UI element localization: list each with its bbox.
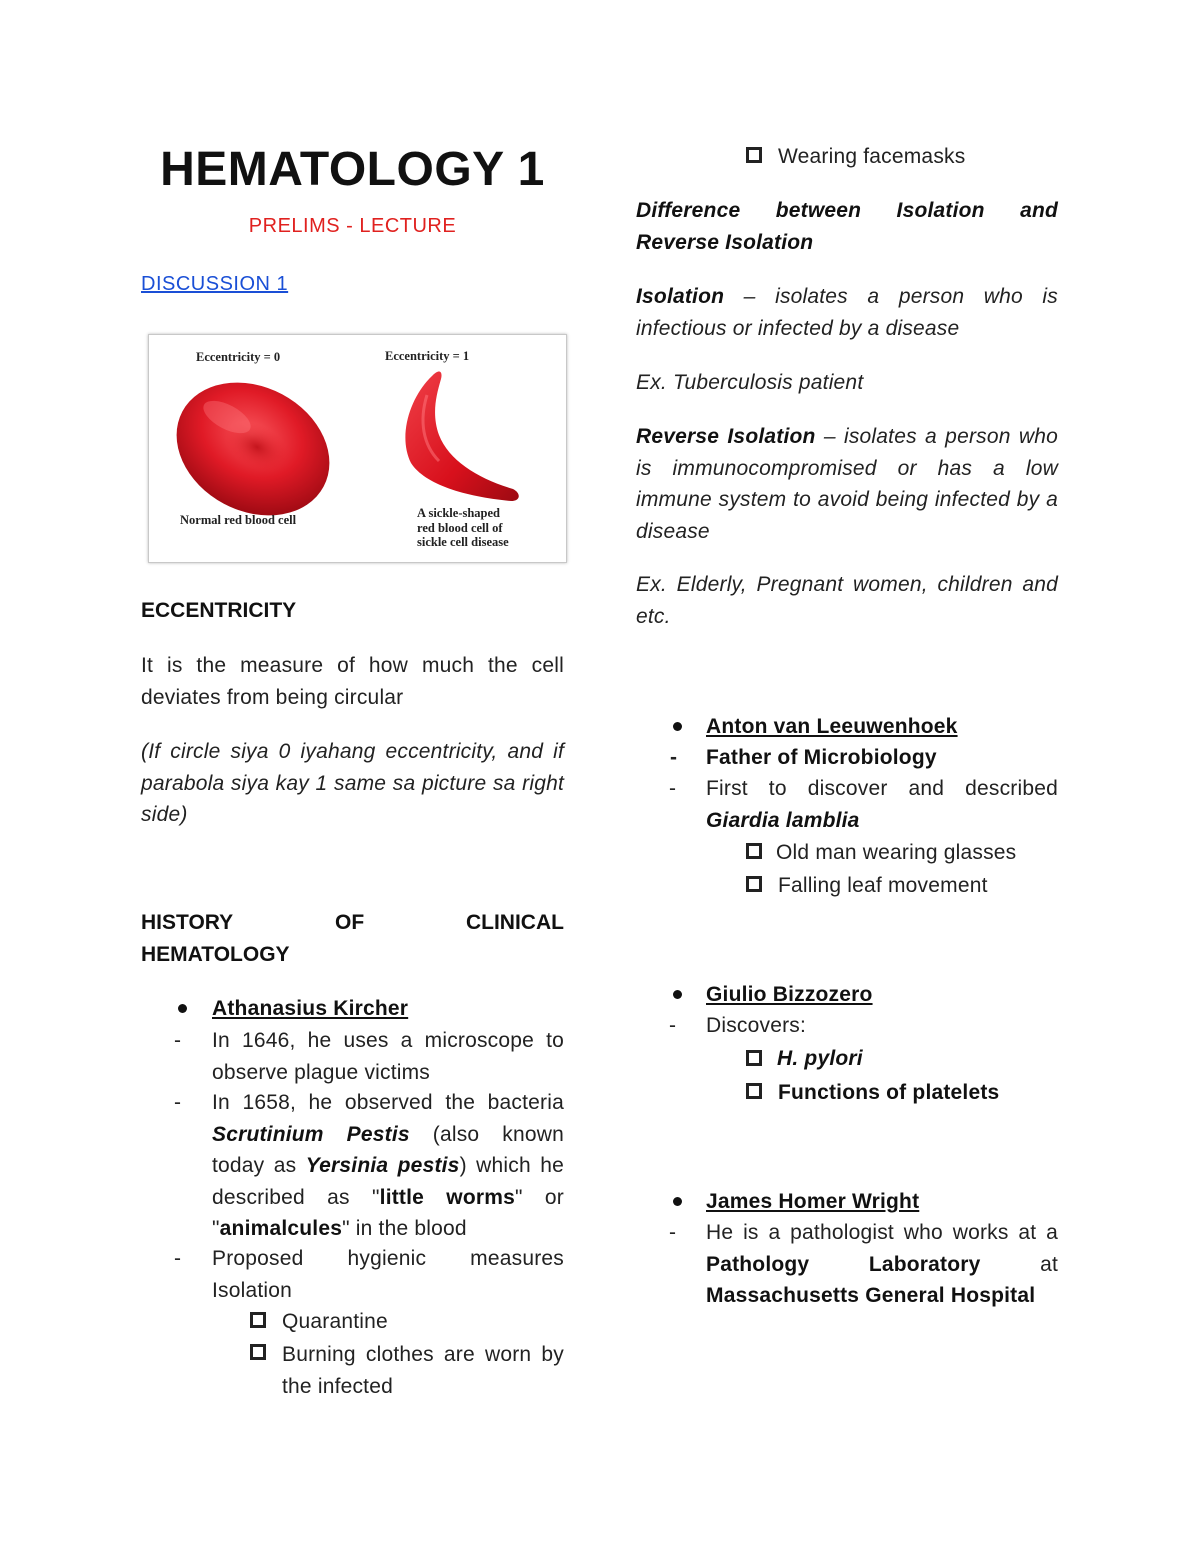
leeuwenhoek-item-1: Father of Microbiology — [706, 746, 937, 769]
sickle-rbc-icon — [405, 372, 518, 501]
dash-icon: - — [174, 1091, 181, 1114]
discussion-link[interactable]: DISCUSSION 1 — [141, 273, 289, 295]
kircher-item-2-c: (also known today as — [212, 1122, 564, 1177]
kircher-item-2 — [212, 1087, 564, 1245]
checkbox-icon — [250, 1312, 266, 1328]
history-heading-word-1: HISTORY — [141, 911, 234, 934]
eccentricity-note: (If circle siya 0 iyahang eccentricity, and if parabola siya kay 1 same sa picture sa right side) — [141, 740, 564, 826]
eccentricity-figure — [148, 334, 567, 563]
dash-icon: - — [670, 746, 677, 769]
isolation-def-text: – isolates a person who is infectious or infected by a disease — [636, 285, 1058, 340]
eccentricity-definition: It is the measure of how much the cell deviates from being circular — [141, 654, 564, 709]
leeuwenhoek-check-1: Old man wearing glasses — [776, 841, 1017, 864]
bullet-icon — [673, 1197, 682, 1206]
history-heading — [141, 907, 564, 970]
kircher-item-3: Proposed hygienic measures Isolation — [212, 1247, 564, 1302]
little-worms: little worms — [379, 1185, 515, 1209]
figure-caption-right-2: red blood cell of — [417, 521, 503, 535]
scrutinium-pestis: Scrutinium Pestis — [212, 1122, 410, 1146]
kircher-name: Athanasius Kircher — [212, 997, 409, 1020]
figure-caption-right-3: sickle cell disease — [417, 535, 509, 549]
bullet-icon — [673, 722, 682, 731]
red-blood-cell-illustration — [149, 335, 566, 562]
page-title: HEMATOLOGY 1 — [160, 143, 545, 196]
checkbox-icon — [746, 147, 762, 163]
figure-caption-left: Normal red blood cell — [180, 513, 297, 527]
reverse-isolation-example: Ex. Elderly, Pregnant women, children and etc. — [636, 573, 1058, 628]
dash-icon: - — [669, 1014, 676, 1037]
isolation-definition — [636, 281, 1058, 344]
wright-item-1-c: at — [980, 1252, 1059, 1276]
leeuwenhoek-item-2 — [706, 773, 1058, 836]
leeuwenhoek-name: Anton van Leeuwenhoek — [706, 715, 958, 738]
figure-label-left: Eccentricity = 0 — [196, 350, 281, 364]
checkbox-icon — [746, 876, 762, 892]
yersinia-pestis: Yersinia pestis — [305, 1154, 460, 1177]
bullet-icon — [673, 990, 682, 999]
kircher-item-2-e: ) which he described as " — [212, 1154, 564, 1209]
bizzozero-item-1: Discovers: — [706, 1014, 807, 1037]
pathology-laboratory: Pathology Laboratory — [706, 1252, 981, 1276]
isolation-example: Ex. Tuberculosis patient — [636, 371, 864, 394]
isolation-heading: Difference between Isolation and Reverse Isolation — [636, 199, 1058, 254]
kircher-check-2: Burning clothes are worn by the infected — [282, 1343, 564, 1398]
bizzozero-check-1: H. pylori — [777, 1047, 863, 1070]
leeuwenhoek-check-2: Falling leaf movement — [778, 874, 988, 897]
isolation-term: Isolation — [636, 285, 725, 308]
history-heading-word-2: OF — [335, 911, 365, 934]
kircher-item-2-g: " or " — [212, 1185, 565, 1240]
bizzozero-name: Giulio Bizzozero — [706, 983, 873, 1006]
kircher-check-1: Quarantine — [282, 1310, 388, 1333]
figure-caption-right-1: A sickle-shaped — [417, 506, 501, 520]
figure-label-right: Eccentricity = 1 — [385, 349, 470, 363]
history-heading-word-3: CLINICAL — [465, 911, 564, 934]
dash-icon: - — [174, 1247, 181, 1270]
massachusetts-general-hospital: Massachusetts General Hospital — [706, 1284, 1036, 1307]
kircher-item-1: In 1646, he uses a microscope to observe plague victims — [212, 1029, 564, 1084]
bizzozero-check-2: Functions of platelets — [778, 1081, 1000, 1104]
reverse-isolation-def-text: – isolates a person who is immunocompromised or has a low immune system to avoid being infected by a disease — [636, 425, 1058, 543]
dash-icon: - — [174, 1029, 181, 1052]
checkbox-icon — [746, 1050, 762, 1066]
history-heading-line-2: HEMATOLOGY — [141, 942, 290, 966]
dash-icon: - — [669, 777, 676, 800]
reverse-isolation-definition — [636, 421, 1058, 547]
giardia-lamblia: Giardia lamblia — [706, 808, 860, 832]
eccentricity-heading: ECCENTRICITY — [141, 599, 297, 622]
checkbox-icon — [250, 1344, 266, 1360]
reverse-isolation-term: Reverse Isolation — [636, 425, 816, 448]
checkbox-icon — [746, 1083, 762, 1099]
kircher-item-2-a: In 1658, he observed the bacteria — [212, 1091, 564, 1114]
page-subtitle: PRELIMS - LECTURE — [248, 215, 457, 237]
wright-name: James Homer Wright — [706, 1190, 920, 1213]
kircher-item-2-i: " in the blood — [342, 1217, 467, 1240]
wright-item-1-a: He is a pathologist who works at a — [706, 1221, 1058, 1244]
animalcules: animalcules — [219, 1217, 343, 1240]
bullet-icon — [178, 1004, 187, 1013]
leeuwenhoek-item-2-a: First to discover and described — [706, 777, 1058, 800]
dash-icon: - — [669, 1221, 676, 1244]
kircher-check-3: Wearing facemasks — [778, 145, 966, 168]
checkbox-icon — [746, 843, 762, 859]
wright-item-1 — [706, 1217, 1058, 1312]
